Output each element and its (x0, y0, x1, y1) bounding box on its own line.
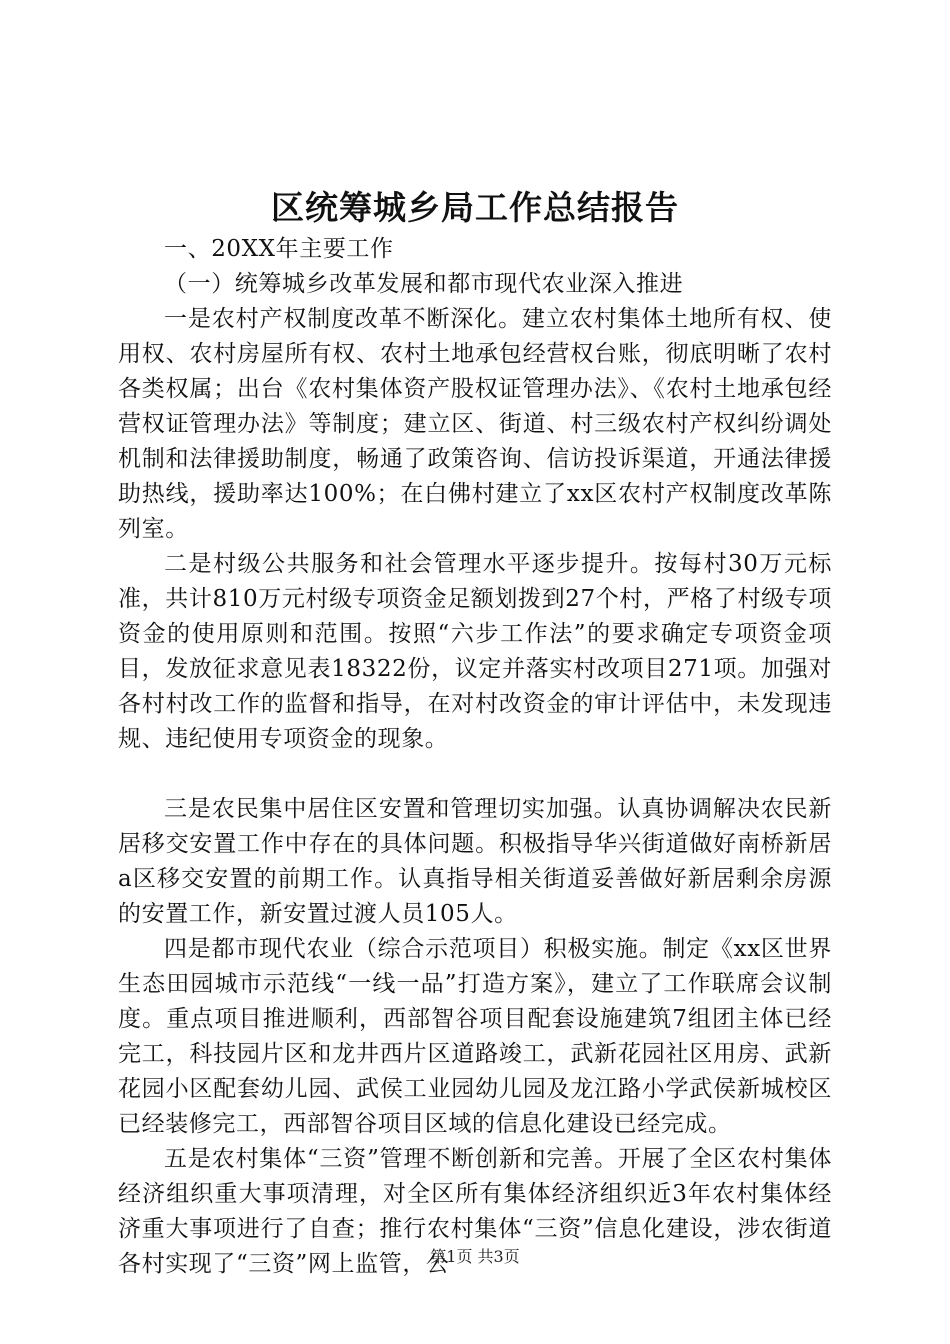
paragraph-public-services: 二是村级公共服务和社会管理水平逐步提升。按每村30万元标准，共计810万元村级专项资金足额划拨到27个村，严格了村级专项资金的使用原则和范围。按照“六步工作法”的要求确定专项资金项目，发放征求意见表18322份，议定并落实村改项目271项。加强对各村村改工作的监督和指导，在对村改资金的审计评估中，未发现违规、违纪使用专项资金的现象。 (118, 551, 832, 752)
document-body (118, 232, 832, 1282)
document-title: 区统筹城乡局工作总结报告 (271, 188, 679, 227)
section-heading: 一、20XX年主要工作 (164, 236, 394, 262)
subsection-heading: （一）统筹城乡改革发展和都市现代农业深入推进 (164, 271, 684, 297)
paragraph-collective-assets: 五是农村集体“三资”管理不断创新和完善。开展了全区农村集体经济组织重大事项清理，对全区所有集体经济组织近3年农村集体经济重大事项进行了自查；推行农村集体“三资”信息化建设，涉农街道各村实现了“三资”网上监管，公 (118, 1146, 832, 1277)
paragraph-property-rights: 一是农村产权制度改革不断深化。建立农村集体土地所有权、使用权、农村房屋所有权、农村土地承包经营权台账，彻底明晰了农村各类权属；出台《农村集体资产股权证管理办法》、《农村土地承包经营权证管理办法》等制度；建立区、街道、村三级农村产权纠纷调处机制和法律援助制度，畅通了政策咨询、信访投诉渠道，开通法律援助热线，援助率达100%；在白佛村建立了xx区农村产权制度改革陈列室。 (118, 306, 832, 542)
paragraph-modern-agriculture: 四是都市现代农业（综合示范项目）积极实施。制定《xx区世界生态田园城市示范线“一线一品”打造方案》，建立了工作联席会议制度。重点项目推进顺利，西部智谷项目配套设施建筑7组团主体已经完工，科技园片区和龙井西片区道路竣工，武新花园社区用房、武新花园小区配套幼儿园、武侯工业园幼儿园及龙江路小学武侯新城校区已经装修完工，西部智谷项目区域的信息化建设已经完成。 (118, 936, 832, 1137)
page-number: 第1页 共3页 (430, 1247, 520, 1266)
page-footer (0, 1247, 950, 1267)
paragraph-resettlement: 三是农民集中居住区安置和管理切实加强。认真协调解决农民新居移交安置工作中存在的具体问题。积极指导华兴街道做好南桥新居a区移交安置的前期工作。认真指导相关街道妥善做好新居剩余房源的安置工作，新安置过渡人员105人。 (118, 796, 832, 927)
document-page (118, 0, 832, 1344)
